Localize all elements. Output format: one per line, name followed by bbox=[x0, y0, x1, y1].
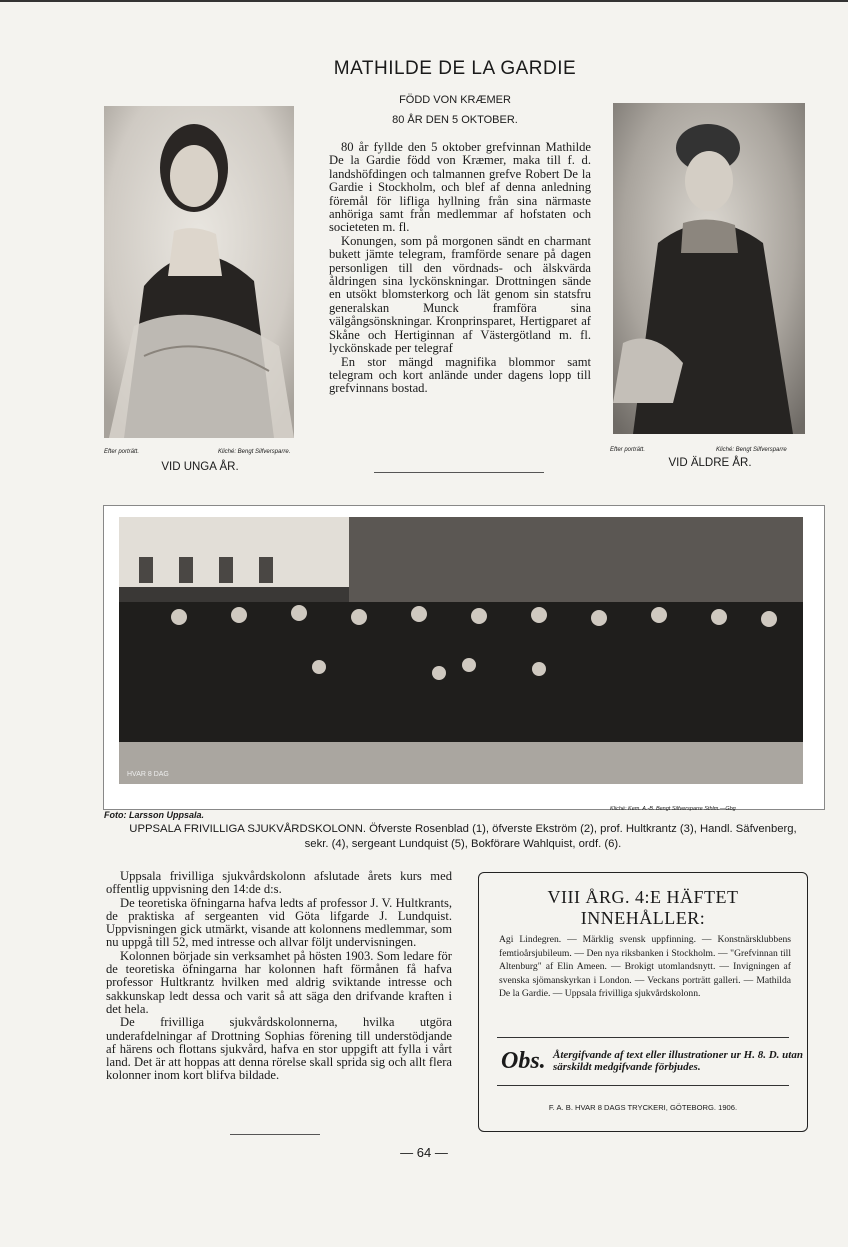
article-subtitle-date: 80 ÅR DEN 5 OKTOBER. bbox=[392, 114, 518, 126]
portrait-young-credit-right: Kliché: Bengt Silfversparre. bbox=[218, 449, 291, 455]
article-subtitle-born: FÖDD VON KRÆMER bbox=[399, 94, 511, 106]
printer-line: F. A. B. HVAR 8 DAGS TRYCKERI, GÖTEBORG. 1906. bbox=[548, 1103, 738, 1112]
article-body bbox=[329, 141, 591, 396]
box-rule-bottom bbox=[497, 1085, 789, 1086]
colonne-article bbox=[106, 870, 452, 1083]
article-paragraph: 80 år fyllde den 5 oktober grefvinnan Mathilde De la Gardie född von Kræmer, maka till f. d. landshöfdingen och talmannen grefve Robert De la Gardie i Stockholm, och blef af denna anledning föremål för lifliga hyllning från sina närmaste anhöriga samt från medlemmar af hofstaten och societeten m. fl. bbox=[329, 140, 591, 235]
group-photo-cliche-credit: Kliché: Kem. A.-B. Bengt Silfversparre Sthlm.—Gbg bbox=[610, 806, 736, 812]
colonne-end-rule bbox=[230, 1134, 320, 1135]
portrait-old-image bbox=[613, 103, 805, 434]
portrait-young-credit-left: Efter porträtt. bbox=[104, 449, 140, 455]
obs-label: Obs. bbox=[501, 1048, 546, 1074]
portrait-young-caption: VID UNGA ÅR. bbox=[161, 461, 239, 473]
portrait-young bbox=[104, 106, 294, 438]
portrait-old-caption: VID ÄLDRE ÅR. bbox=[668, 457, 752, 469]
top-rule bbox=[0, 0, 848, 2]
article-title: MATHILDE DE LA GARDIE bbox=[333, 58, 577, 79]
group-photo-watermark: HVAR 8 DAG bbox=[127, 771, 169, 778]
portrait-old-credit-left: Efter porträtt. bbox=[610, 447, 646, 453]
box-rule-top bbox=[497, 1037, 789, 1038]
article-end-rule bbox=[374, 472, 544, 473]
article-paragraph: En stor mängd magnifika blommor samt telegram och kort anlände under dagens lopp till grefvinnans bostad. bbox=[329, 354, 591, 396]
article-paragraph: Kolonnen började sin verksamhet på hösten 1903. Som ledare för de teoretiska öfningarna har kolonnen haft förmånen få hafva professor Hultkrantz hvilken med aldrig sviktande intresse och sakkunskap ledt dessa och varit så att säga den drifvande kraften i det hela. bbox=[106, 948, 452, 1016]
portrait-old-credit-right: Kliché: Bengt Silfversparre bbox=[716, 447, 787, 453]
article-paragraph: De teoretiska öfningarna hafva ledts af professor J. V. Hultkrants, de praktiska af sergeanten vid Göta lifgarde J. Lundquist. Uppvisningen gick utmärkt, visande att kolonnens medlemmar, som nu uppgå till 52, med intresse och allvar följt undervisningen. bbox=[106, 895, 452, 950]
group-photo-caption-2: sekr. (4), sergeant Lundquist (5), Bokförare Wahlquist, ordf. (6). bbox=[304, 838, 622, 850]
article-paragraph: Uppsala frivilliga sjukvårdskolonn afslutade årets kurs med offentlig uppvisning den 14:de d:s. bbox=[106, 869, 452, 897]
issue-contents-title: VIII ÅRG. 4:E HÄFTET INNEHÅLLER: bbox=[547, 887, 739, 928]
page-number: — 64 — bbox=[400, 1145, 448, 1160]
issue-contents-list: Agi Lindegren. — Märklig svensk uppfinning. — Konstnärsklubbens femtioårsjubileum. — Den nya riksbanken i Stockholm. — "Grefvinnan till Altenburg" af Elin Ameen. — Brokigt utomlandsnytt. — Invigningen af svenska sjömanskyrkan i London. — Veckans porträtt galleri. — Mathilda De la Gardie. — Uppsala frivilliga sjukvårdskolonn. bbox=[499, 934, 791, 1000]
group-photo-credit: Foto: Larsson Uppsala. bbox=[104, 810, 205, 820]
obs-notice: Återgifvande af text eller illustrationer ur H. 8. D. utan särskildt medgifvande förbjudes. bbox=[553, 1049, 803, 1073]
portrait-old bbox=[613, 103, 805, 434]
portrait-young-image bbox=[104, 106, 294, 438]
group-photo bbox=[119, 517, 803, 784]
issue-contents-box bbox=[478, 872, 808, 1132]
article-paragraph: Konungen, som på morgonen sändt en charmant bukett jämte telegram, framförde senare på dagen personligen till den vördnads- och älskvärda åldringen sina lyckönskningar. Drottningen sände en utsökt blomsterkorg och lät genom sin statsfru generalskan Munck framföra sina välgångsönskningar. Kronprinsparet, Hertigparet af Skåne och Hertiginnan af Västergötland m. fl. lyckönskade per telegraf bbox=[329, 233, 591, 356]
article-paragraph: De frivilliga sjukvårdskolonnerna, hvilka utgöra underafdelningar af Drottning Sophias förening till understödjande af härens och flottans sjukvård, hafva en stor uppgift att fylla i vårt land. Det är att hoppas att denna rörelse skall sprida sig och allt flera kolonner inom kort blifva bildade. bbox=[106, 1015, 452, 1083]
group-photo-caption-1: UPPSALA FRIVILLIGA SJUKVÅRDSKOLONN. Öfverste Rosenblad (1), öfverste Ekström (2), prof. Hultkrantz (3), Handl. Säfvenberg, bbox=[129, 823, 797, 835]
group-photo-image bbox=[119, 517, 803, 784]
